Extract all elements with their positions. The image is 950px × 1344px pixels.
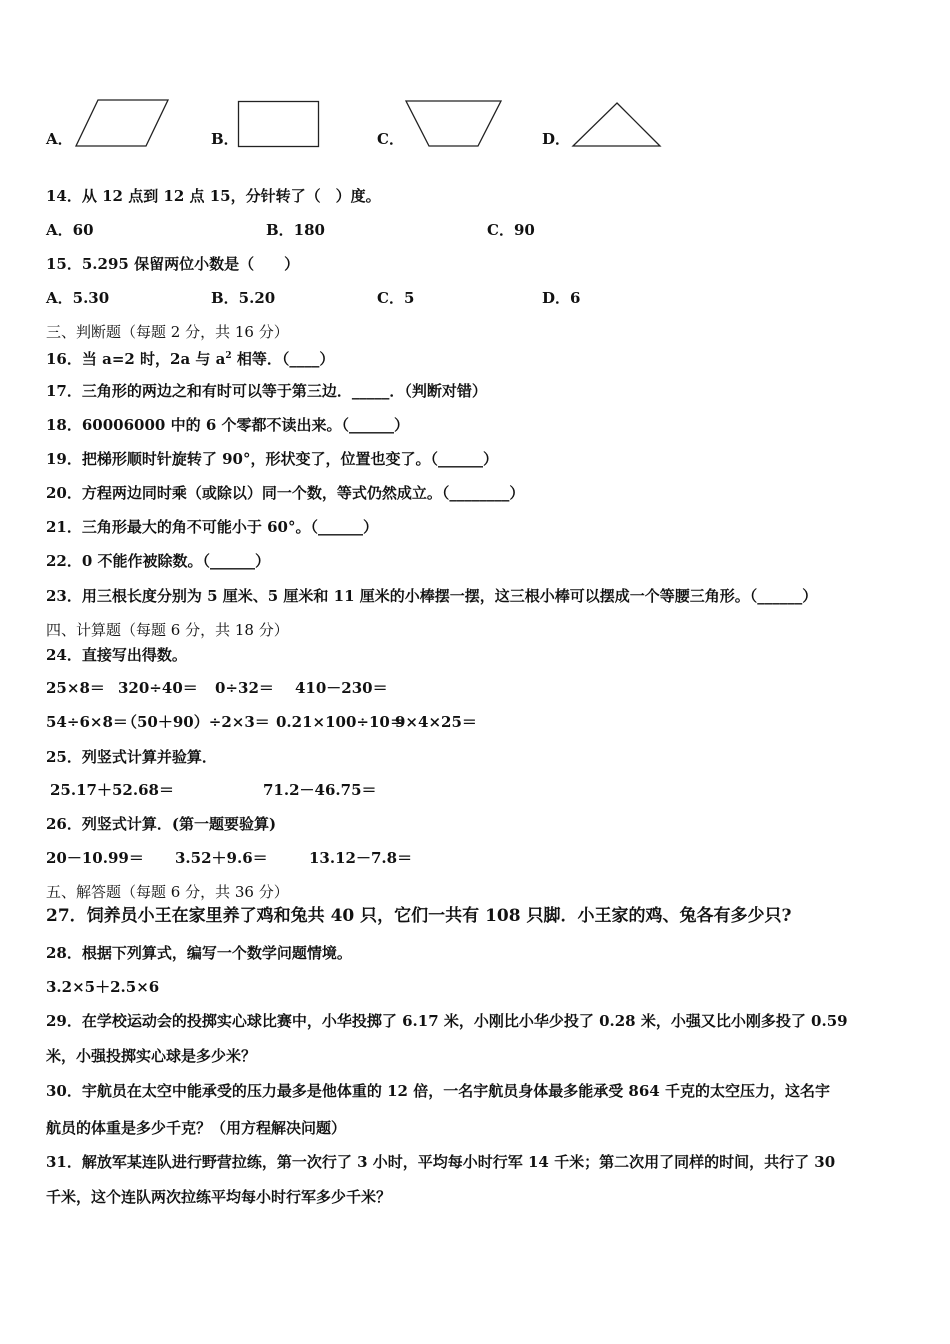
question-30-line1: 30．宇航员在太空中能承受的压力最多是他体重的 12 倍，一名宇航员身体最多能承受 864 千克的太空压力，这名宇 [46, 1082, 830, 1100]
option-d-label: D． [542, 130, 571, 148]
question-29-line1: 29．在学校运动会的投掷实心球比赛中，小华投掷了 6.17 米，小刚比小华少投了 0.28 米，小强又比小刚多投了 0.59 [46, 1012, 848, 1030]
question-27: 27．饲养员小王在家里养了鸡和兔共 40 只，它们一共有 108 只脚．小王家的鸡、兔各有多少只? [46, 906, 792, 926]
q26-item: 3.52＋9.6＝ [175, 849, 268, 867]
q25-item: 25.17＋52.68＝ [50, 781, 174, 799]
question-25: 25．列竖式计算并验算． [46, 748, 217, 766]
q14-option-c: C．90 [487, 221, 535, 239]
q24-item: （50＋90）÷2×3＝ [122, 713, 270, 731]
question-26: 26．列竖式计算．(第一题要验算) [46, 815, 277, 833]
question-23: 23．用三根长度分别为 5 厘米、5 厘米和 11 厘米的小棒摆一摆，这三根小棒可以摆成一个等腰三角形。（______） [46, 587, 818, 605]
option-b-label: B． [211, 130, 239, 148]
question-16: 16．当 a=2 时，2a 与 $a^2$ 相等．（____） [46, 350, 335, 368]
question-18: 18．60006000 中的 6 个零都不读出来。（______） [46, 416, 409, 434]
q15-option-d: D．6 [542, 289, 581, 307]
section-5-heading: 五、解答题（每题 6 分，共 36 分） [46, 883, 289, 901]
question-28: 28．根据下列算式，编写一个数学问题情境。 [46, 944, 352, 962]
section-3-heading: 三、判断题（每题 2 分，共 16 分） [46, 323, 289, 341]
q24-item: 25×8＝ [46, 679, 105, 697]
rectangle-shape [237, 100, 321, 148]
q24-item: 54÷6×8＝ [46, 713, 128, 731]
question-22: 22．0 不能作被除数。（______） [46, 552, 271, 570]
question-30-line2: 航员的体重是多少千克？（用方程解决问题） [46, 1119, 347, 1137]
q25-item: 71.2－46.75＝ [263, 781, 377, 799]
trapezoid-shape [404, 99, 504, 149]
q15-option-c: C．5 [377, 289, 415, 307]
q15-option-b: B．5.20 [211, 289, 276, 307]
q24-item: 320÷40＝ [118, 679, 198, 697]
q26-item: 20－10.99＝ [46, 849, 144, 867]
option-c-label: C． [377, 130, 404, 148]
question-31-line2: 千米，这个连队两次拉练平均每小时行军多少千米？ [46, 1188, 392, 1206]
question-14: 14．从 12 点到 12 点 15，分针转了（ ）度。 [46, 187, 381, 205]
q28-expression: 3.2×5＋2.5×6 [46, 978, 160, 996]
question-24: 24．直接写出得数。 [46, 646, 187, 664]
q14-option-b: B．180 [266, 221, 325, 239]
question-17: 17．三角形的两边之和有时可以等于第三边．_____．（判断对错） [46, 382, 487, 400]
triangle-shape [570, 100, 664, 150]
q15-option-a: A．5.30 [46, 289, 110, 307]
option-a-label: A． [46, 130, 73, 148]
q24-item: 410－230＝ [295, 679, 388, 697]
q24-item: 0.21×100÷10＝ [276, 713, 405, 731]
question-21: 21．三角形最大的角不可能小于 60°。（______） [46, 518, 378, 536]
question-19: 19．把梯形顺时针旋转了 90°，形状变了，位置也变了。（______） [46, 450, 498, 468]
question-31-line1: 31．解放军某连队进行野营拉练，第一次行了 3 小时，平均每小时行军 14 千米；第二次用了同样的时间，共行了 30 [46, 1153, 836, 1171]
q24-item: 0÷32＝ [215, 679, 274, 697]
question-15: 15．5.295 保留两位小数是（ ） [46, 255, 300, 273]
question-20: 20．方程两边同时乘（或除以）同一个数，等式仍然成立。（________） [46, 484, 525, 502]
q26-item: 13.12－7.8＝ [309, 849, 413, 867]
parallelogram-shape [74, 98, 172, 150]
q14-option-a: A．60 [46, 221, 94, 239]
q24-item: 9×4×25＝ [395, 713, 477, 731]
question-29-line2: 米，小强投掷实心球是多少米？ [46, 1047, 257, 1065]
section-4-heading: 四、计算题（每题 6 分，共 18 分） [46, 621, 289, 639]
